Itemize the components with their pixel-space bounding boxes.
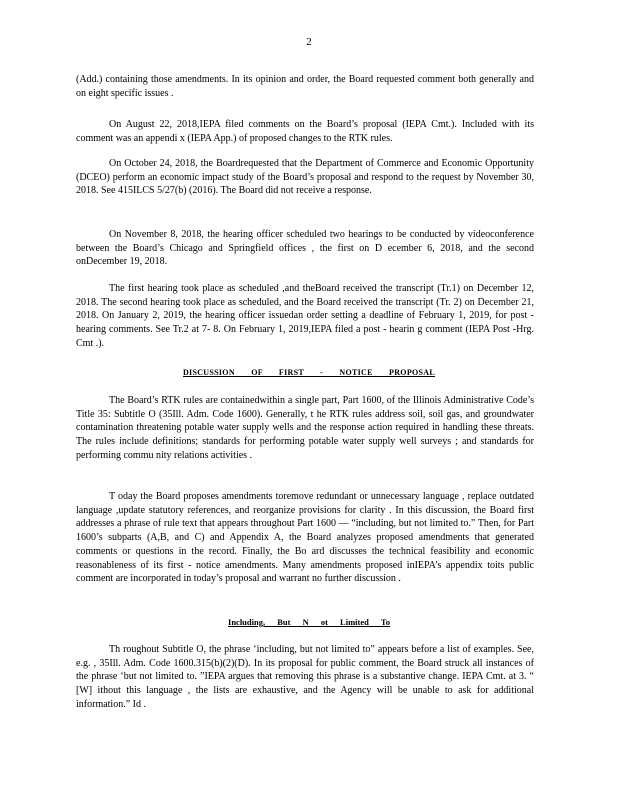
section-heading-discussion xyxy=(0,368,618,377)
paragraph-today-proposal: T oday the Board proposes amendments toremove redundant or unnecessary language , replace outdated language ,update statutory references, and reorganize provisions for clarity . In this discussion, the Board first addresses a phrase of rule text that appears throughout Part 1600 — “including, but not limited to.” Then, for Part 1600’s subparts (A,B, and C) and Appendix A, the Board analyzes proposed amendments that generated comments or questions in the record. Finally, the Bo ard discusses the technical feasibility and economic reasonableness of its first - notice amendments. Many amendments proposed inIEPA’s appendix toits public comment are incorporated in today’s proposal and warrant no further discussion . xyxy=(76,491,534,585)
subsection-heading-text: Including, But N ot Limited To xyxy=(228,617,390,627)
section-heading-text: DISCUSSION OF FIRST - NOTICE PROPOSAL xyxy=(182,368,436,377)
subsection-heading-including xyxy=(0,617,618,627)
paragraph-rtk-rules: The Board’s RTK rules are containedwithin a single part, Part 1600, of the Illinois Administrative Code’s Title 35: Subtitle O (35Ill. Adm. Code 1600). Generally, t he RTK rules address soil, soil gas, and groundwater contamination threatening potable water supply wells and the response action required in handling these threats. The rules include definitions; standards for performing potable water supply well surveys ; and standards for performing commu nity relations activities . xyxy=(76,395,534,461)
paragraph-hearings-held: The first hearing took place as scheduled ,and theBoard received the transcript (Tr.1) on December 12, 2018. The second hearing took place as scheduled, and the Board received the transcript (Tr. 2) on December 21, 2018. On January 2, 2019, the hearing officer issuedan order setting a deadline of February 1, 2019, for post - hearing comments. See Tr.2 at 7- 8. On February 1, 2019,IEPA filed a post - hearin g comment (IEPA Post -Hrg. Cmt .). xyxy=(76,283,534,349)
paragraph-add-continuation: (Add.) containing those amendments. In its opinion and order, the Board requested comment both generally and on eight specific issues . xyxy=(76,74,534,99)
paragraph-hearings-scheduled: On November 8, 2018, the hearing officer scheduled two hearings to be conducted by videoconference between the Board’s Chicago and Springfield offices , the first on D ecember 6, 2018, and the second onDecember 19, 2018. xyxy=(76,229,534,268)
page-number: 2 xyxy=(306,36,312,48)
paragraph-iepa-comments: On August 22, 2018,IEPA filed comments on the Board’s proposal (IEPA Cmt.). Included with its comment was an appendi x (IEPA App.) of proposed changes to the RTK rules. xyxy=(76,119,534,144)
paragraph-including-phrase: Th roughout Subtitle O, the phrase ‘including, but not limited to” appears before a list of examples. See, e.g. , 35Ill. Adm. Code 1600.315(b)(2)(D). In its proposal for public comment, the Board struck all instances of the phrase ‘but not limited to. ”IEPA argues that removing this phrase is a substantive change. IEPA Cmt. at 3. “ [W] ithout this language , the lists are exhaustive, and the Agency will be unable to ask for additional information.” Id . xyxy=(76,644,534,710)
paragraph-dceo-request: On October 24, 2018, the Boardrequested that the Department of Commerce and Economic Opportunity (DCEO) perform an economic impact study of the Board’s proposal and respond to the request by November 30, 2018. See 415ILCS 5/27(b) (2016). The Board did not receive a response. xyxy=(76,158,534,197)
